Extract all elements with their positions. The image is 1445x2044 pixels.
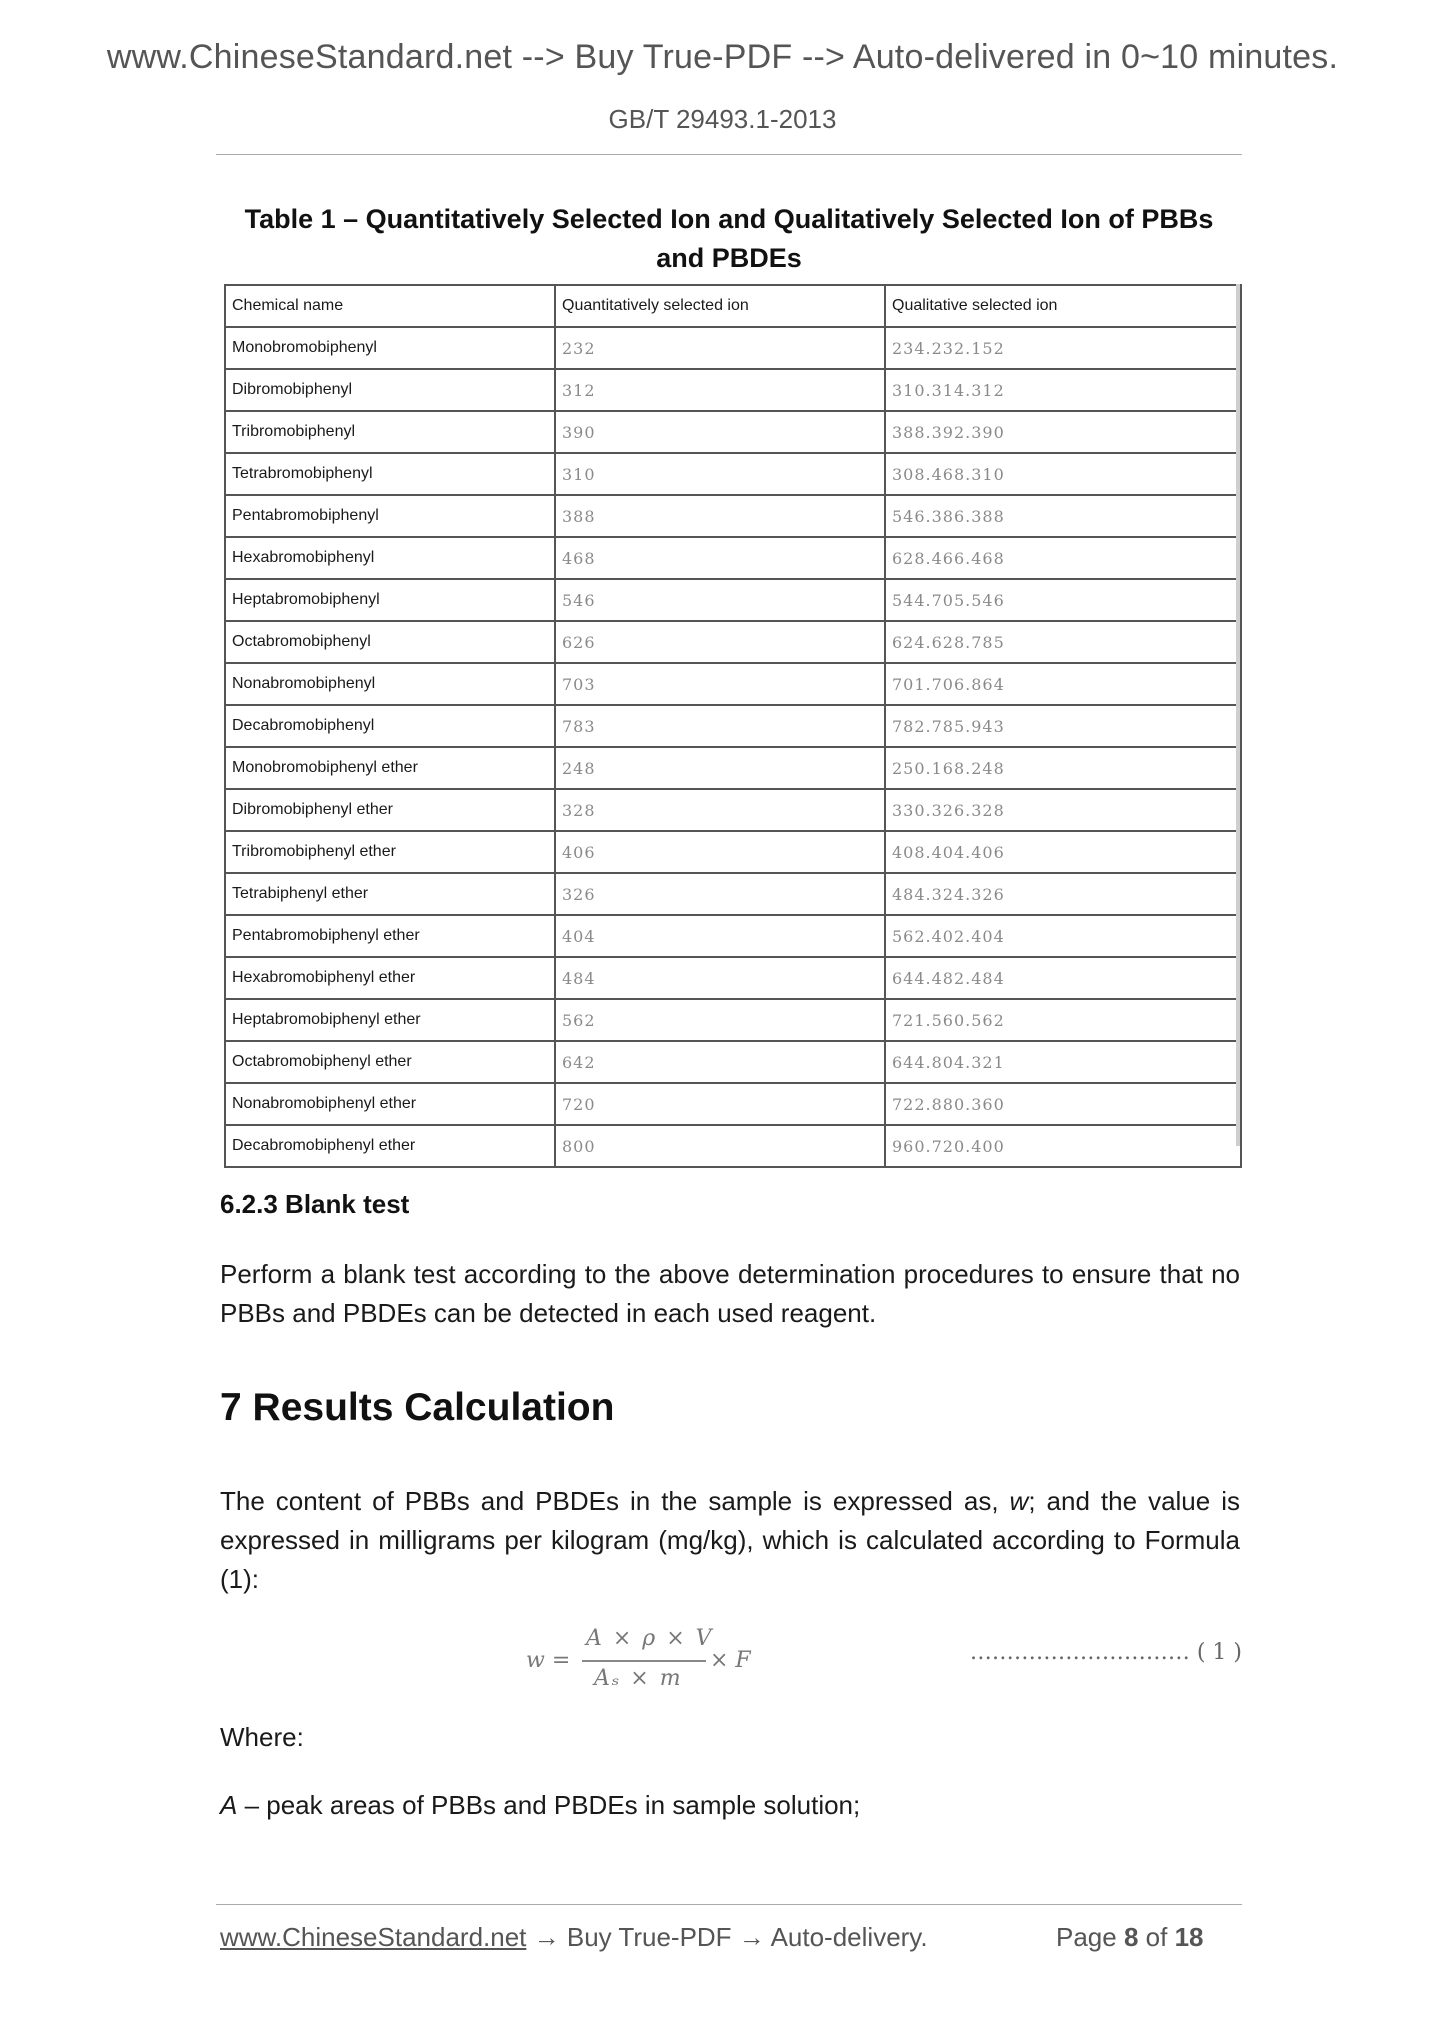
section-heading-blank-test: 6.2.3 Blank test: [220, 1189, 410, 1219]
cell-quantitative-ion: 248: [555, 747, 885, 789]
footer-divider: [216, 1904, 1242, 1905]
cell-quantitative-ion: 326: [555, 873, 885, 915]
page-indicator: [1056, 1922, 1204, 1953]
cell-qualitative-ion: 310.314.312: [885, 369, 1241, 411]
table-row: [225, 579, 1241, 621]
table-row: [225, 1083, 1241, 1125]
results-text-after: ; and the value is expressed in milligrams per kilogram (mg/kg), which is calculated according to Formula (1):: [220, 1486, 1240, 1594]
table-title-line2: and PBDEs: [656, 243, 802, 273]
cell-chemical-name: Heptabromobiphenyl: [225, 579, 555, 621]
where-label: Where:: [220, 1722, 304, 1752]
page-label: Page: [1056, 1922, 1117, 1952]
cell-quantitative-ion: 388: [555, 495, 885, 537]
cell-quantitative-ion: 720: [555, 1083, 885, 1125]
cell-chemical-name: Monobromobiphenyl ether: [225, 747, 555, 789]
header-banner: www.ChineseStandard.net --> Buy True-PDF --> Auto-delivered in 0~10 minutes.: [106, 38, 1339, 76]
cell-chemical-name: Dibromobiphenyl ether: [225, 789, 555, 831]
table-row: [225, 831, 1241, 873]
cell-qualitative-ion: 644.804.321: [885, 1041, 1241, 1083]
table-title: [216, 200, 1242, 278]
cell-quantitative-ion: 328: [555, 789, 885, 831]
cell-qualitative-ion: 250.168.248: [885, 747, 1241, 789]
cell-qualitative-ion: 234.232.152: [885, 327, 1241, 369]
page-total: 18: [1174, 1922, 1204, 1952]
footer-left: [220, 1922, 928, 1953]
formula-denominator: Aₛ × m: [594, 1666, 683, 1691]
table-row: [225, 411, 1241, 453]
table-row: [225, 789, 1241, 831]
results-text-before: The content of PBBs and PBDEs in the sample is expressed as,: [220, 1486, 1010, 1516]
cell-quantitative-ion: 312: [555, 369, 885, 411]
table-row: [225, 495, 1241, 537]
formula-lhs: w =: [526, 1648, 571, 1673]
formula-rhs: × F: [710, 1648, 751, 1673]
table-row: [225, 747, 1241, 789]
table-row: [225, 705, 1241, 747]
cell-qualitative-ion: 308.468.310: [885, 453, 1241, 495]
cell-chemical-name: Hexabromobiphenyl: [225, 537, 555, 579]
cell-chemical-name: Tribromobiphenyl ether: [225, 831, 555, 873]
cell-quantitative-ion: 783: [555, 705, 885, 747]
cell-quantitative-ion: 546: [555, 579, 885, 621]
definition-a: [220, 1790, 860, 1821]
cell-chemical-name: Monobromobiphenyl: [225, 327, 555, 369]
cell-qualitative-ion: 330.326.328: [885, 789, 1241, 831]
cell-chemical-name: Tetrabromobiphenyl: [225, 453, 555, 495]
cell-quantitative-ion: 468: [555, 537, 885, 579]
header-divider: [216, 154, 1242, 155]
cell-chemical-name: Nonabromobiphenyl: [225, 663, 555, 705]
cell-quantitative-ion: 703: [555, 663, 885, 705]
table-header-row: [225, 285, 1241, 327]
cell-qualitative-ion: 544.705.546: [885, 579, 1241, 621]
blank-test-paragraph: Perform a blank test according to the above determination procedures to ensure that no PBBs and PBDEs can be detected in each used reagent.: [220, 1259, 1240, 1328]
formula-numerator: A × ρ × V: [586, 1626, 714, 1651]
page-number: 8: [1123, 1922, 1139, 1952]
cell-qualitative-ion: 484.324.326: [885, 873, 1241, 915]
formula-fraction-bar: [582, 1660, 706, 1662]
cell-chemical-name: Hexabromobiphenyl ether: [225, 957, 555, 999]
table-row: [225, 369, 1241, 411]
definition-a-variable: A: [220, 1790, 238, 1820]
cell-chemical-name: Octabromobiphenyl: [225, 621, 555, 663]
cell-qualitative-ion: 722.880.360: [885, 1083, 1241, 1125]
cell-chemical-name: Decabromobiphenyl ether: [225, 1125, 555, 1167]
table-row: [225, 663, 1241, 705]
table-title-line1: Table 1 – Quantitatively Selected Ion and Qualitatively Selected Ion of PBBs: [244, 204, 1214, 234]
column-header-quantitative-ion: Quantitatively selected ion: [555, 285, 885, 327]
cell-chemical-name: Nonabromobiphenyl ether: [225, 1083, 555, 1125]
footer-text: → Buy True-PDF → Auto-delivery.: [526, 1922, 928, 1952]
table-row: [225, 453, 1241, 495]
footer-link[interactable]: www.ChineseStandard.net: [220, 1922, 527, 1952]
table-row: [225, 915, 1241, 957]
table-row: [225, 957, 1241, 999]
cell-chemical-name: Pentabromobiphenyl: [225, 495, 555, 537]
cell-quantitative-ion: 484: [555, 957, 885, 999]
table-row: [225, 537, 1241, 579]
cell-qualitative-ion: 644.482.484: [885, 957, 1241, 999]
cell-qualitative-ion: 624.628.785: [885, 621, 1241, 663]
formula-1: [526, 1622, 766, 1700]
table-row: [225, 327, 1241, 369]
cell-chemical-name: Decabromobiphenyl: [225, 705, 555, 747]
column-header-qualitative-ion: Qualitative selected ion: [885, 285, 1241, 327]
cell-quantitative-ion: 626: [555, 621, 885, 663]
cell-chemical-name: Dibromobiphenyl: [225, 369, 555, 411]
results-variable-w: w: [1009, 1486, 1029, 1516]
cell-qualitative-ion: 701.706.864: [885, 663, 1241, 705]
table-row: [225, 621, 1241, 663]
cell-quantitative-ion: 642: [555, 1041, 885, 1083]
table-row: [225, 1125, 1241, 1167]
cell-qualitative-ion: 546.386.388: [885, 495, 1241, 537]
cell-chemical-name: Heptabromobiphenyl ether: [225, 999, 555, 1041]
formula-number: ………………………… ( 1 ): [969, 1640, 1242, 1665]
cell-quantitative-ion: 310: [555, 453, 885, 495]
cell-qualitative-ion: 388.392.390: [885, 411, 1241, 453]
cell-qualitative-ion: 960.720.400: [885, 1125, 1241, 1167]
cell-quantitative-ion: 404: [555, 915, 885, 957]
cell-chemical-name: Pentabromobiphenyl ether: [225, 915, 555, 957]
cell-quantitative-ion: 800: [555, 1125, 885, 1167]
cell-qualitative-ion: 782.785.943: [885, 705, 1241, 747]
cell-chemical-name: Tetrabiphenyl ether: [225, 873, 555, 915]
cell-quantitative-ion: 562: [555, 999, 885, 1041]
cell-qualitative-ion: 408.404.406: [885, 831, 1241, 873]
cell-quantitative-ion: 232: [555, 327, 885, 369]
results-paragraph: [220, 1482, 1240, 1599]
standard-number: GB/T 29493.1-2013: [608, 104, 837, 134]
table-row: [225, 999, 1241, 1041]
table-row: [225, 873, 1241, 915]
section-heading-results-calculation: 7 Results Calculation: [220, 1386, 615, 1429]
table-row: [225, 1041, 1241, 1083]
ion-table: [224, 284, 1242, 1168]
definition-a-text: – peak areas of PBBs and PBDEs in sample solution;: [237, 1790, 861, 1820]
of-label: of: [1145, 1922, 1168, 1952]
table-edge-shadow: [1236, 284, 1240, 1146]
column-header-chemical-name: Chemical name: [225, 285, 555, 327]
cell-qualitative-ion: 721.560.562: [885, 999, 1241, 1041]
cell-chemical-name: Octabromobiphenyl ether: [225, 1041, 555, 1083]
cell-quantitative-ion: 406: [555, 831, 885, 873]
cell-qualitative-ion: 562.402.404: [885, 915, 1241, 957]
cell-qualitative-ion: 628.466.468: [885, 537, 1241, 579]
cell-chemical-name: Tribromobiphenyl: [225, 411, 555, 453]
cell-quantitative-ion: 390: [555, 411, 885, 453]
